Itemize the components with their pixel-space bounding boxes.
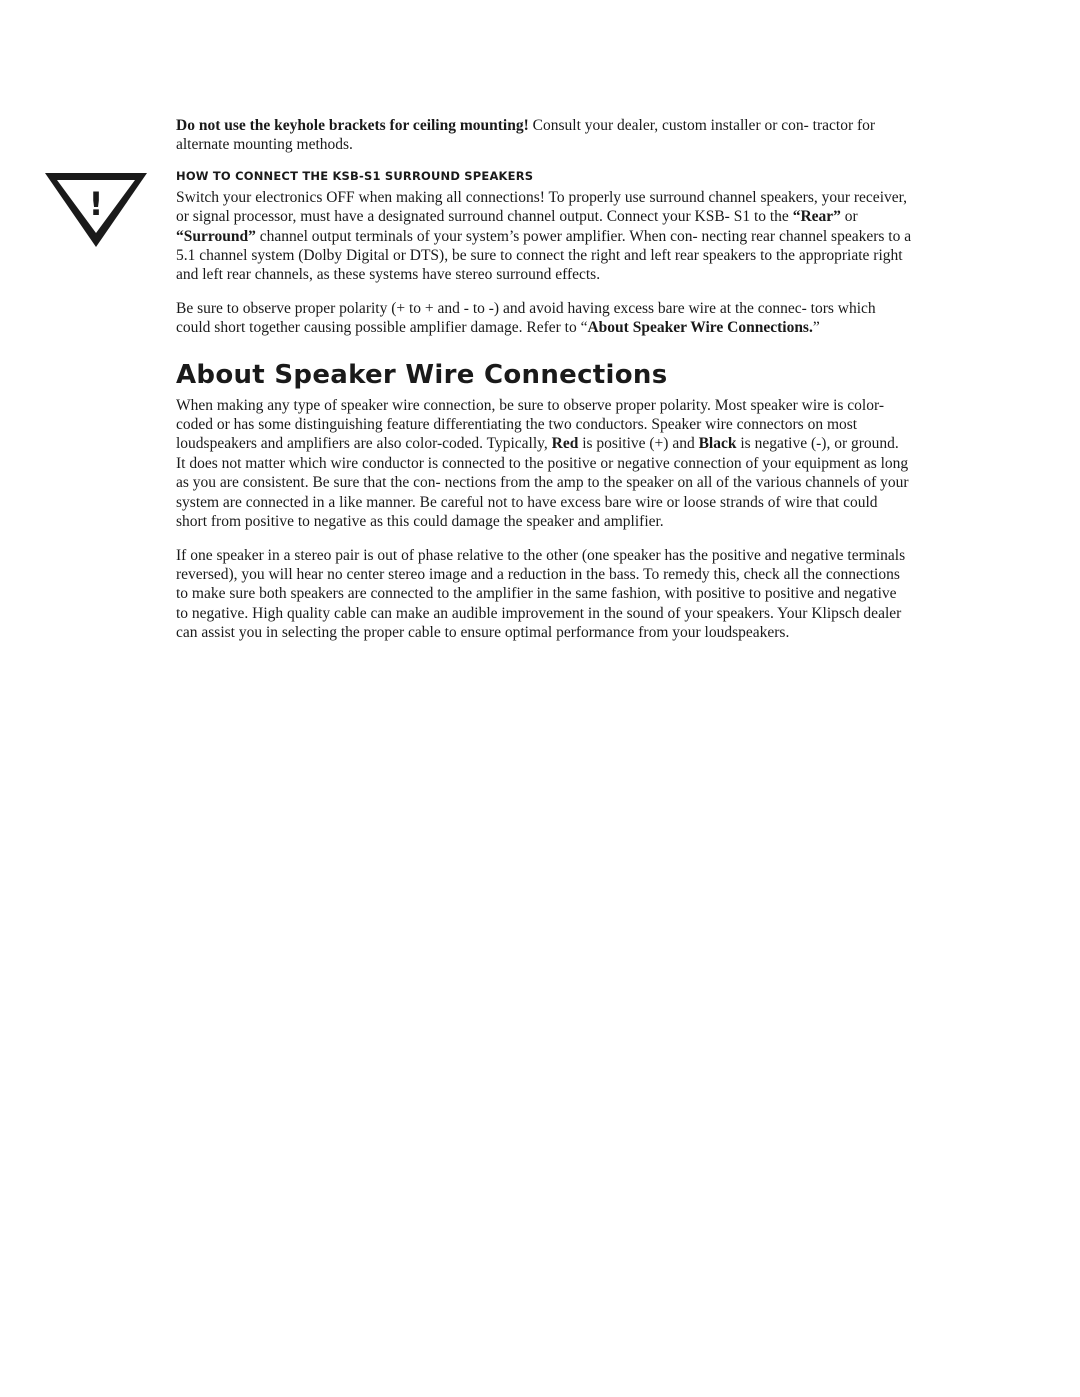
connect-p1-text-3: channel output terminals of your system’s power amplifier. When con- necting rear channel speakers to a 5.1 channel system (Dolby Digital or DTS), be sure to connect the right and left rear speakers to the appropriate right and left rear channels, as these systems have stereo surround effects. <box>176 227 912 284</box>
wire-paragraph-1 <box>176 396 912 532</box>
intro-bold: Do not use the keyhole brackets for ceiling mounting! <box>176 117 529 134</box>
connect-paragraph-2 <box>176 299 912 338</box>
document-body <box>176 116 912 657</box>
connect-p1-text-1: Switch your electronics OFF when making all connections! To properly use surround channel speakers, your receiver, or signal processor, must have a designated surround channel output. Connect your KSB- S1 to the <box>176 188 908 226</box>
warning-triangle-icon <box>42 170 150 250</box>
connect-p2-text-1: Be sure to observe proper polarity (+ to + and - to -) and avoid having excess bare wire at the connec- tors which could short together causing possible amplifier damage. Refer to “ <box>176 299 876 337</box>
connect-p1-text-2: or <box>840 208 858 226</box>
wire-p1-red: Red <box>551 435 579 453</box>
wire-p1-text-3: is negative (-), or ground. It does not matter which wire conductor is connected to the positive or negative connection of your equipment as long as you are consistent. Be sure that the con- nections from the amp to the speaker on all of the various channels of your system are connected in a like manner. Be careful not to have excess bare wire or loose strands of wire that could short from positive to negative as this could damage the speaker and amplifier. <box>176 435 909 531</box>
warning-glyph: ! <box>88 185 104 223</box>
intro-text: Consult your dealer, custom installer or con- tractor for alternate mounting methods. <box>176 117 876 154</box>
connect-p2-text-2: ” <box>812 319 820 337</box>
wire-heading: About Speaker Wire Connections <box>176 359 668 390</box>
wire-paragraph-2: If one speaker in a stereo pair is out of phase relative to the other (one speaker has the positive and negative terminals reversed), you will hear no center stereo image and a reduction in the bass. To remedy this, check all the connections to make sure both speakers are connected to the amplifier in the same fashion, with positive to positive and negative to negative. High quality cable can make an audible improvement in the sound of your speakers. Your Klipsch dealer can assist you in selecting the proper cable to ensure optimal performance from your loudspeakers. <box>176 546 906 642</box>
connect-heading: HOW TO CONNECT THE KSB-S1 SURROUND SPEAKERS <box>176 168 534 183</box>
wire-p1-text-2: is positive (+) and <box>578 435 699 453</box>
wire-p1-black: Black <box>698 435 737 453</box>
connect-p1-rear: “Rear” <box>792 208 841 226</box>
connect-p2-reference: About Speaker Wire Connections. <box>587 319 813 337</box>
connect-paragraph-1 <box>176 188 912 285</box>
connect-p1-surround: “Surround” <box>176 227 256 245</box>
wire-p1-text-1: When making any type of speaker wire connection, be sure to observe proper polarity. Most speaker wire is color-coded or has some distinguishing feature differentiating the two conductors. Speaker wire connectors on most loudspeakers and amplifiers are also color-coded. Typically, <box>176 396 885 453</box>
intro-paragraph <box>176 116 912 155</box>
